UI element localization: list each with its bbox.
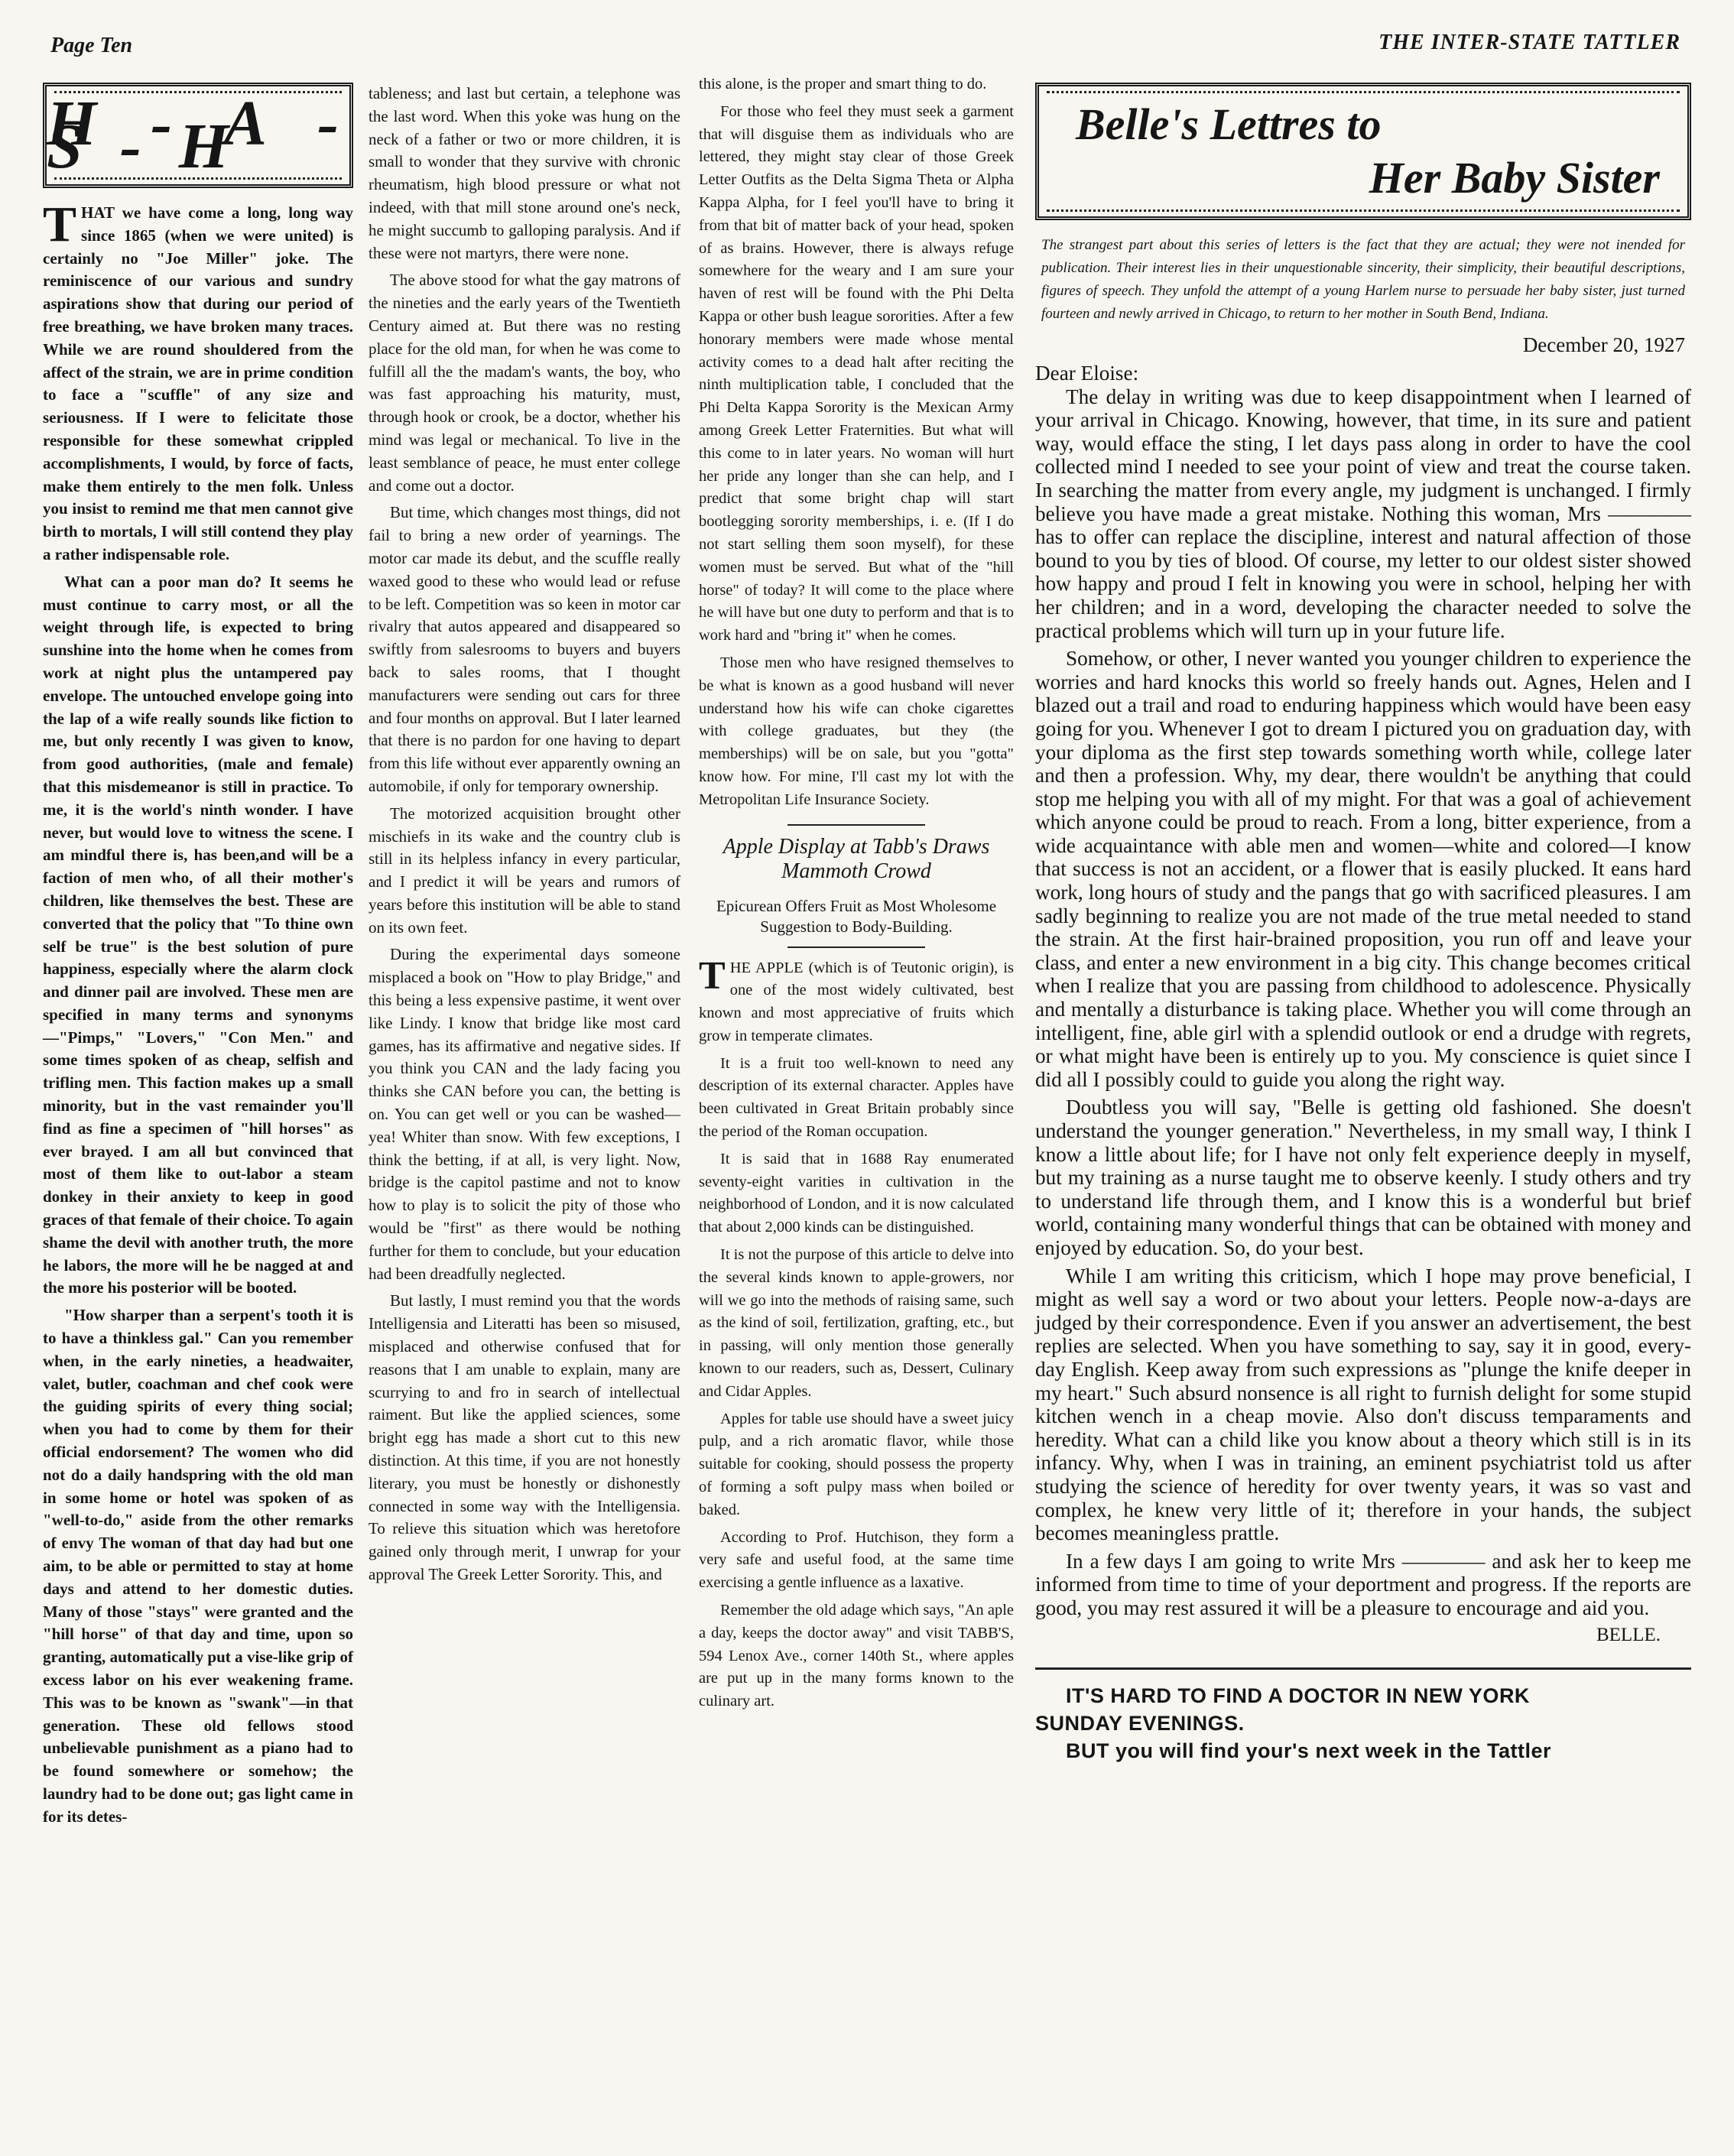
belle-intro: The strangest part about this series of letters is the fact that they are actual; they were not inended for publication. Their interest lies in their unquestionable sincerity, their simplicity, their beautiful descriptions, figures of speech. They unfold the attempt of a young Harlem nurse to persuade her baby sister, just turned fourteen and newly arrived in Chicago, to return to her mother in South Bend, Indiana.: [1041, 237, 1685, 322]
letter-paragraph: The delay in writing was due to keep disappointment when I learned of your arrival in Chicago. Knowing, however, that time, in its sure and patient way, would efface the sting, I let days pass along in order to have the cool collected mind I needed to see your point of view and treat the course taken. In searching the matter from every angle, my judgment is unchanged. I firmly believe you have made a great mistake. Nothing this woman, Mrs ———— has to offer can replace the discipline, interest and natural affection of those bound to you by ties of blood. Of course, my letter to our oldest sister showed how happy and proud I felt in knowing you were in school, helping her with her children; and in a word, developing the character needed to solve the practical problems which will turn up in your future life.: [1035, 385, 1691, 642]
drop-cap: T: [699, 953, 726, 998]
hash-continued-column: [369, 83, 680, 1591]
hash-paragraph: The motorized acquisition brought other mischiefs in its wake and the country club is still in its helpless infancy in every particular, and I predict it will be years and rumors of years before this institution will be able to stand on its own feet.: [369, 804, 680, 937]
hash-paragraph: But lastly, I must remind you that the words Intelligensia and Literatti has been so misused, misplaced and otherwise confused that for reasons that I am unable to explain, many are scurrying to and fro in search of intellectual raiment. But like the applied sciences, some bright egg has made a short cut to this new distinction. At this time, if you are not honestly literary, you must be honestly or dishonestly connected in some way with the Intelligensia. To relieve this situation which was heretofore gained only through merit, I unwrap for your approval The Greek Letter Sorority. This, and: [369, 1291, 680, 1583]
letter-body: [1035, 362, 1691, 1648]
newspaper-name: THE INTER-STATE TATTLER: [1378, 31, 1680, 54]
page-number: Page Ten: [50, 34, 133, 57]
promo-box: [1035, 1667, 1691, 1765]
signature: BELLE.: [1596, 1625, 1661, 1646]
hash-paragraph: THAT we have come a long, long way since 1865 (when we were united) is certainly no "Joe Miller" joke. The reminiscence of our various and sundry aspirations show that during our period of free breathing, we have broken many traces. While we are round shouldered from the affect of the strain, we are in prime condition to face a "scuffle" of any size and seriousness. If I were to felicitate those responsible for these somewhat crippled accomplishments, I would, by force of facts, make them entirely to the men folk. Unless you insist to remind me that men cannot give birth to mortals, I will still contend they play a rather indispensable role.: [43, 196, 353, 563]
promo-line: IT'S HARD TO FIND A DOCTOR IN NEW YORK: [1066, 1684, 1530, 1708]
promo-line: SUNDAY EVENINGS.: [1035, 1712, 1245, 1736]
letter-date: December 20, 1927: [1522, 333, 1685, 356]
hash-title-box: [43, 83, 353, 188]
belle-column: [1035, 83, 1691, 1765]
hash-paragraph: The above stood for what the gay matrons of the nineties and the early years of the Twentieth Century aimed at. But there was no resting place for the old man, for when he was come to fulfill all the the madam's wants, the boy, who was fast approaching his maturity, must, through hook or crook, be a doctor, whether his mind was legal or mechanical. To live in the least semblance of peace, he must enter college and come out a doctor.: [369, 271, 680, 495]
belle-title-line2: Her Baby Sister: [1369, 153, 1660, 203]
drop-cap: T: [43, 196, 77, 252]
column-three: [699, 73, 1014, 1718]
salutation: Dear Eloise:: [1035, 362, 1139, 385]
apple-article-header: [699, 824, 1014, 948]
hash-paragraph: During the experimental days someone misplaced a book on "How to play Bridge," and this being a less expensive pastime, it went over like Lindy. I know that bridge like most card games, has its affirmative and negative sides. If you think you CAN and the lady facing you thinks she CAN before you can, the betting is on. You can get well or you can be washed—yea! Whiter than snow. With few exceptions, I think the betting, if at all, is very light. Now, bridge is the capitol pastime and not to know how to play is to solicit the pity of those who would be "first" as there would be nothing further for them to conclude, but your education had been dreadfully neglected.: [369, 945, 680, 1283]
hash-paragraph: this alone, is the proper and smart thing to do.: [699, 76, 987, 93]
letter-paragraph: Doubtless you will say, "Belle is getting old fashioned. She doesn't understand the younger generation." Nevertheless, in my small way, I think I know a little about life; for I have not only felt experience deeply in myself, but my training as a nurse taught me to observe keenly. I study others and try to understand life through them, and I know this is a wonderful but brief world, containing many wonderful things that can be obtained with money and enjoyed by education. So, do your best.: [1035, 1096, 1691, 1259]
apple-paragraph: Remember the old adage which says, "An aple a day, keeps the doctor away" and visit TABB'S, 594 Lenox Ave., corner 140th St., where apples are put up in the many forms known to the culinary art.: [699, 1602, 1014, 1710]
hash-paragraph: What can a poor man do? It seems he must continue to carry most, or all the weight through life, is expected to bring sunshine into the home when he comes from work at night plus the untampered pay envelope. The untouched envelope going into the lap of a wife really sounds like fiction to me, but only recently I was given to know, from good authorities, (male and female) that this misdemeanor is still in practice. To me, it is the world's ninth wonder. I have never, but would love to witness the scene. I am mindful there is, has been,and will be a faction of men who, of all their mother's children, like themselves the best. These are converted that the policy that "To thine own self be true" is the best solution of pure happiness, especially where the alarm clock and dinner pail are involved. These men are specified in many terms and synonyms—"Pimps," "Lovers," "Con Men." and some times spoken of as cheap, selfish and trifling men. This faction makes up a small minority, but in the vast remainder you'll find as fine a specimen of "hill horses" as ever brayed. I am all but convinced that most of them like to out-labor a steam donkey in their anxiety to keep in good graces of that female of their choice. To again shame the devil with another truth, the more he labors, the more will he be nagged at and the more his posterior will be booted.: [43, 572, 353, 1297]
promo-line: BUT you will find your's next week in the Tattler: [1066, 1739, 1552, 1763]
apple-paragraph: According to Prof. Hutchison, they form a very safe and useful food, at the same time exercising a gentle influence as a laxative.: [699, 1528, 1014, 1592]
divider: [787, 824, 925, 826]
letter-paragraph: In a few days I am going to write Mrs ———— and ask her to keep me informed from time to time of your deportment and progress. If the reports are good, you may rest assured it will be a pleasure to encourage and aid you.: [1035, 1549, 1691, 1619]
hash-paragraph: Those men who have resigned themselves to be what is known as a good husband will never understand how his wife can choke cigarettes with college graduates, but they (the memberships) will be on sale, but you "gotta" know how. For mine, I'll cast my lot with the Metropolitan Life Insurance Society.: [699, 654, 1014, 808]
apple-paragraph: It is said that in 1688 Ray enumerated seventy-eight varities in cultivation in the neighborhood of London, and it is now calculated that about 2,000 kinds can be distinguished.: [699, 1150, 1014, 1236]
letter-paragraph: Somehow, or other, I never wanted you younger children to experience the worries and hard knocks this world so freely hands out. Agnes, Helen and I blazed out a trail and road to enduring happiness which would have been easy going for you. Whenever I got to dream I pictured you on graduation day, with your diploma as the first step towards something worth while, college later and then a profession. Why, my dear, there wouldn't be anything that could stop me helping you with all of my might. For that was a goal of achievement which anyone could be proud to reach. From a long, bitter experience, from a wide acquaintance with able men and women—white and colored—I know that success is not an accident, or a flower that is easily plucked. It eans hard work, long hours of study and the pangs that go with sacrificed pleasures. I am sadly beginning to realize you are not made of the true metal needed to stand the strain. At the first hair-brained proposition, you run off and leave your class, and enter a new environment in a big city. This change becomes critical when I realize that you are passing from childhood to adolescence. Physically and mentally a disturbance is taking place. Whether you will come through an intelligent, fine, able girl with a splendid outlook or end a drudge with regrets, or what might have been is entirely up to you. My conscience is quiet since I did all I possibly could to guide you along the right way.: [1035, 647, 1691, 1091]
apple-paragraph: It is a fruit too well-known to need any description of its external character. Apples have been cultivated in Great Britain probably since the period of the Roman occupation.: [699, 1054, 1014, 1141]
apple-paragraph: Apples for table use should have a sweet juicy pulp, and a rich aromatic flavor, while those suitable for cooking, should possess the property of forming a soft pulpy mass when boiled or baked.: [699, 1410, 1014, 1518]
belle-title-box: [1035, 83, 1691, 220]
belle-title-line1: Belle's Lettres to: [1076, 99, 1382, 149]
apple-paragraph: It is not the purpose of this article to delve into the several kinds known to apple-growers, nor will we go into the methods of raising same, such as the kind of soil, fertilization, grafting, etc., but in passing, will only mention those generally known to our readers, such as, Dessert, Culinary and Cidar Apples.: [699, 1246, 1014, 1400]
hash-paragraph: "How sharper than a serpent's tooth it is to have a thinkless gal." Can you remember when, in the early nineties, a headwaiter, valet, butler, coachman and chef cook were the guiding spirits of every thing social; when you had to come by them for their official endorsement? The women who did not do a daily handspring with the old man in some home or hotel was spoken of as "well-to-do," aside from the other remarks of envy The woman of that day had but one aim, to be able or permitted to stay at home days and attend to her domestic duties. Many of those "stays" were granted and the "hill horse" of that day and time, upon so granting, automatically put a vise-like grip of excess labor on his ever weakening frame. This was to be known as "swank"—in that generation. These old fellows stood unbelievable punishment as a piano had to be found somewhere or somehow; the laundry had to be done out; gas light came in for its detes-: [43, 1306, 353, 1826]
hash-column: [43, 83, 353, 1833]
divider: [787, 946, 925, 948]
apple-headline: Apple Display at Tabb's Draws Mammoth Crowd: [722, 834, 990, 883]
hash-paragraph: For those who feel they must seek a garment that will disguise them as individuals who are lettered, they might stay clear of those Greek Letter Outfits as the Delta Sigma Theta or Alpha Kappa Alpha, for I feel you'll have to bring it from that bit of matter back of your head, spoken of as brains. However, there is always refuge somewhere for the weary and I am sure your haven of rest will be found with the Phi Delta Kappa or other bush league sororities. After a few honorary members were made whose mental activity comes to a dead halt after reciting the ninth multiplication table, I concluded that the Phi Delta Kappa Sorority is the Mexican Army among Greek Letter Fraternities. But what will this come to in later years. No woman will hurt her pride any longer than she can help, and I predict that some bright chap will start bootlegging sorority memberships, i. e. (If I do not start selling them soon myself), for these women must be served. But what of the "hill horse" of today? It will come to the place where he will have but one duty to perform and that is to work hard and "bring it" when he comes.: [699, 102, 1014, 645]
hash-paragraph: But time, which changes most things, did not fail to bring a new order of yearnings. The motor car made its debut, and the scuffle really waxed good to these who would lead or refuse to be left. Competition was so keen in motor car rivalry that autos appeared and disappeared so swiftly from salesrooms to buyers and buyers back to sales rooms, that I thought manufacturers were sending out cars for three and four months on approval. But I later learned that there is no pardon for one having to depart from this life without ever apparently owning an automobile, if only for temporary ownership.: [369, 503, 680, 795]
apple-paragraph: THE APPLE (which is of Teutonic origin), is one of the most widely cultivated, best known and most appreciative of fruits which grow in temperate climates.: [699, 953, 1014, 1044]
letter-paragraph: While I am writing this criticism, which I hope may prove beneficial, I might as well say a word or two about your letters. People now-a-days are judged by their correspondence. Even if you answer an advertisement, the best replies are selected. When you have something to say, say it in good, every-day English. Keep away from such expressions as "plunge the knife deeper in my heart." Such absurd nonsence is all right to furnish delight for some stupid kitchen wench in a cheap movie. Also don't discuss temparaments and heredity. What can a child like you know about a theory which still is in its infancy. Why, when I was in training, an eminent psychiatrist told us after studying the science of heredity for over twenty years, it was so vast and complex, he knew very little of it; therefore in your hands, the subject becomes meaningless prattle.: [1035, 1264, 1691, 1545]
hash-paragraph: tableness; and last but certain, a telephone was the last word. When this yoke was hung on the neck of a father or two or more children, it is small to wonder that they survive with chronic rheumatism, high blood pressure or what not indeed, with that mill stone around one's neck, he might succumb to galloping paralysis. And if these were not martyrs, there were none.: [369, 84, 680, 262]
apple-subheadline: Epicurean Offers Fruit as Most Wholesome Suggestion to Body-Building.: [716, 896, 997, 936]
hash-title: H - A - S - H: [47, 88, 349, 182]
